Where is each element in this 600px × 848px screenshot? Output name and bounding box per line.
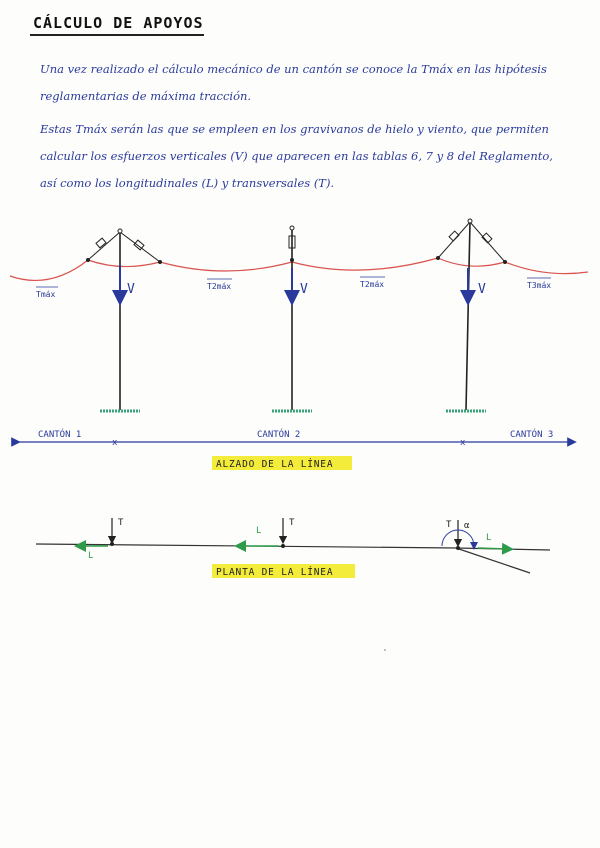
transverse-label-3: T: [446, 520, 452, 530]
vertical-force-label-3: V: [478, 282, 486, 297]
elevation-caption: ALZADO DE LA LÍNEA: [216, 459, 334, 470]
angle-label: α: [464, 521, 470, 531]
svg-text:T2máx: T2máx: [360, 280, 385, 289]
svg-text:Tmáx: Tmáx: [36, 290, 56, 299]
intro-paragraph: Una vez realizado el cálculo mecánico de un cantón se conoce la Tmáx en las hipótesis reglamentarias de máxima tracción.: [40, 62, 547, 103]
tension-label-4: [527, 278, 551, 290]
longitudinal-label-2: L: [256, 526, 262, 536]
transverse-label-2: T: [289, 518, 295, 528]
plan-diagram: [36, 518, 550, 578]
tower-2: [272, 226, 312, 411]
longitudinal-label-1: L: [88, 551, 94, 561]
vertical-force-label-2: V: [300, 282, 308, 297]
tower-3: [436, 219, 507, 411]
canton-label-3: CANTÓN 3: [510, 430, 554, 440]
canton-label-2: CANTÓN 2: [257, 430, 301, 440]
page-title: CÁLCULO DE APOYOS: [33, 14, 204, 32]
vertical-force-label-1: V: [127, 282, 135, 297]
elevation-diagram: [10, 219, 588, 470]
transverse-label-1: T: [118, 518, 124, 528]
plan-caption: PLANTA DE LA LÍNEA: [216, 567, 334, 578]
longitudinal-label-3: L: [486, 533, 492, 543]
svg-text:x: x: [460, 438, 466, 448]
svg-text:T3máx: T3máx: [527, 281, 552, 290]
svg-text:x: x: [112, 438, 118, 448]
tower-1: [86, 229, 162, 411]
tension-label-3: [360, 277, 385, 289]
conductor-cable: [10, 258, 588, 280]
svg-text:T2máx: T2máx: [207, 282, 232, 291]
tension-label-2: [207, 279, 232, 291]
explanation-paragraph: Estas Tmáx serán las que se empleen en los gravivanos de hielo y viento, que permiten calcular los esfuerzos verticales (V) que aparecen en las tablas 6, 7 y 8 del Reglamento, así como los longitudinales (L) y transversales (T).: [40, 122, 553, 190]
canton-label-1: CANTÓN 1: [38, 430, 82, 440]
tension-label-1: [36, 287, 58, 299]
